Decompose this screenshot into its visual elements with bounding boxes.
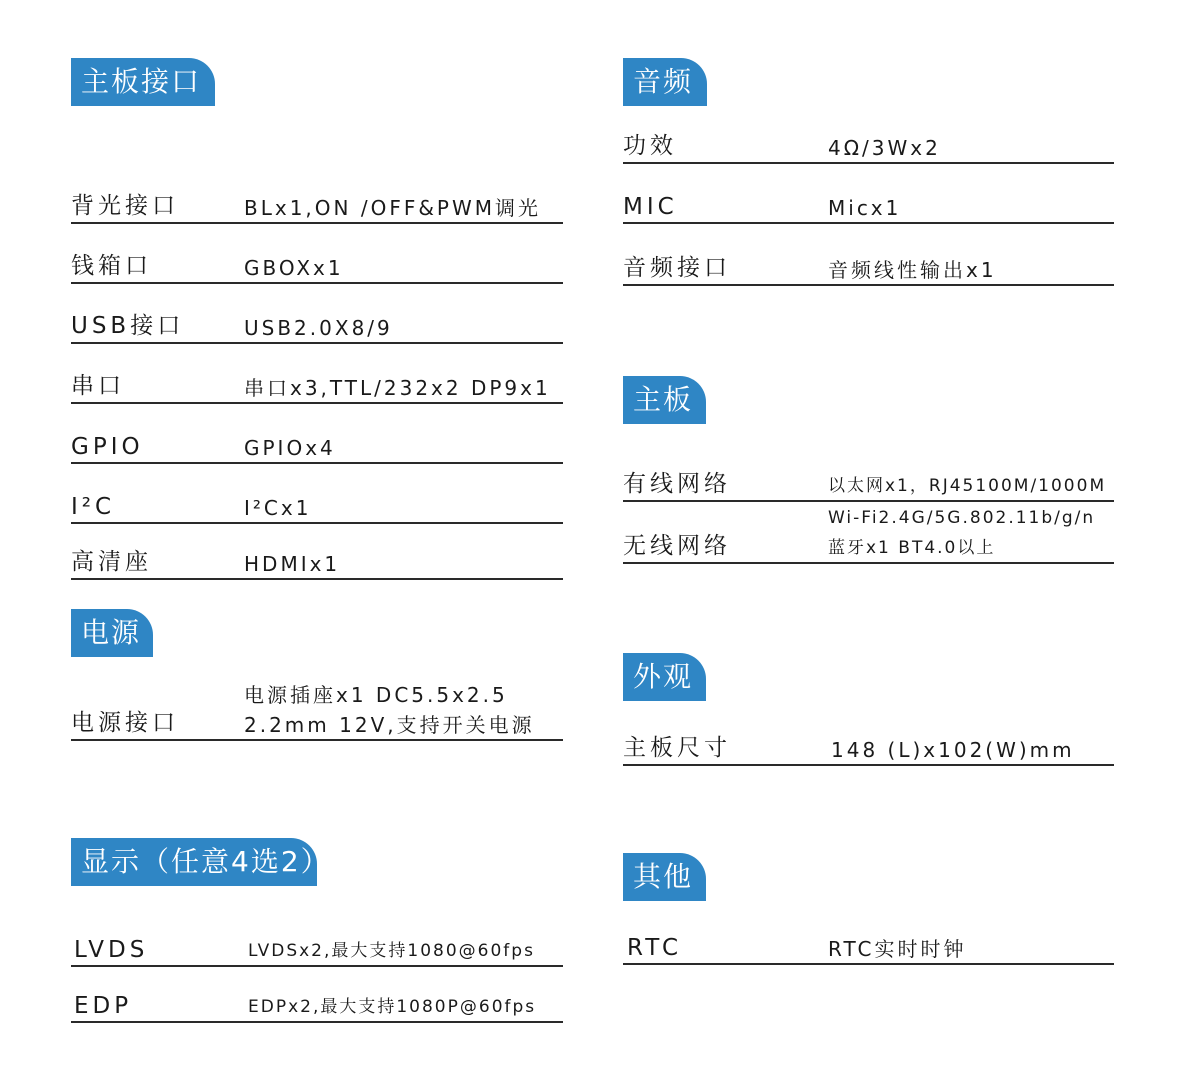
spec-value-line: 2.2mm 12V,支持开关电源 <box>244 713 535 737</box>
spec-value: RTC实时时钟 <box>828 937 967 961</box>
spec-row <box>623 502 1114 564</box>
spec-value-line: 蓝牙x1 BT4.0以上 <box>828 538 996 558</box>
spec-label: I²C <box>71 494 116 520</box>
spec-value: HDMIx1 <box>244 552 341 576</box>
section-title: 显示（任意4选2） <box>71 838 317 886</box>
spec-label: USB接口 <box>71 313 185 339</box>
spec-value-line: 电源插座x1 DC5.5x2.5 <box>244 683 508 707</box>
divider <box>71 578 563 580</box>
spec-label: 高清座 <box>71 549 152 575</box>
spec-label: 无线网络 <box>623 533 731 559</box>
spec-label: 功效 <box>623 133 677 159</box>
divider <box>623 764 1114 766</box>
spec-value: I²Cx1 <box>244 496 312 520</box>
divider <box>71 1021 563 1023</box>
divider <box>71 342 563 344</box>
divider <box>71 402 563 404</box>
spec-row <box>71 348 563 404</box>
spec-label: 电源接口 <box>71 710 179 736</box>
section-title: 电源 <box>71 609 153 657</box>
spec-label: 有线网络 <box>623 471 731 497</box>
spec-row <box>71 288 563 344</box>
section-title: 其他 <box>623 853 706 901</box>
spec-value: GBOXx1 <box>244 256 344 280</box>
divider <box>623 222 1114 224</box>
spec-value <box>828 503 1095 563</box>
spec-row <box>623 909 1114 965</box>
divider <box>71 462 563 464</box>
spec-row <box>71 673 563 741</box>
spec-label: 钱箱口 <box>71 253 152 279</box>
divider <box>71 282 563 284</box>
divider <box>623 562 1114 564</box>
spec-label: EDP <box>74 993 133 1019</box>
spec-row <box>71 971 563 1023</box>
spec-label: 音频接口 <box>623 255 731 281</box>
section-power <box>71 609 563 744</box>
spec-row <box>623 170 1114 224</box>
spec-value: 以太网x1，RJ45100M/1000M <box>828 476 1107 496</box>
spec-value-line: Wi-Fi2.4G/5G.802.11b/g/n <box>828 508 1096 528</box>
spec-row <box>71 228 563 284</box>
spec-row <box>71 408 563 464</box>
spec-value: EDPx2,最大支持1080P@60fps <box>248 997 537 1017</box>
spec-value: USB2.0X8/9 <box>244 316 393 340</box>
spec-value: 音频线性输出x1 <box>828 258 997 282</box>
spec-label: 串口 <box>71 373 125 399</box>
spec-row <box>71 468 563 524</box>
section-audio <box>623 58 1114 288</box>
spec-value: 148 (L)x102(W)mm <box>831 738 1075 762</box>
spec-label: RTC <box>627 935 683 961</box>
section-title: 音频 <box>623 58 707 106</box>
spec-value: Micx1 <box>828 196 902 220</box>
section-display <box>71 838 563 1028</box>
spec-row <box>71 524 563 580</box>
divider <box>623 284 1114 286</box>
spec-value: 串口x3,TTL/232x2 DP9x1 <box>244 376 551 400</box>
spec-row <box>623 230 1114 286</box>
spec-row <box>623 709 1114 766</box>
spec-value: GPIOx4 <box>244 436 336 460</box>
section-title: 主板接口 <box>71 58 215 106</box>
divider <box>71 222 563 224</box>
section-mainboard <box>623 376 1114 566</box>
spec-label: 背光接口 <box>71 193 179 219</box>
divider <box>71 739 563 741</box>
spec-value: LVDSx2,最大支持1080@60fps <box>248 941 535 961</box>
spec-row <box>623 110 1114 164</box>
divider <box>623 963 1114 965</box>
section-board-interface <box>71 58 563 576</box>
spec-label: GPIO <box>71 434 144 460</box>
spec-value: BLx1,ON /OFF&PWM调光 <box>244 196 542 220</box>
section-title: 外观 <box>623 653 706 701</box>
spec-value <box>244 680 535 740</box>
divider <box>623 162 1114 164</box>
spec-label: LVDS <box>74 937 149 963</box>
section-appearance <box>623 653 1114 768</box>
spec-label: 主板尺寸 <box>623 735 731 761</box>
spec-row <box>71 911 563 967</box>
spec-row <box>71 168 563 224</box>
section-title: 主板 <box>623 376 706 424</box>
spec-row <box>623 444 1114 502</box>
spec-value: 4Ω/3Wx2 <box>828 136 941 160</box>
section-other <box>623 853 1114 968</box>
divider <box>71 965 563 967</box>
spec-label: MIC <box>623 194 678 220</box>
